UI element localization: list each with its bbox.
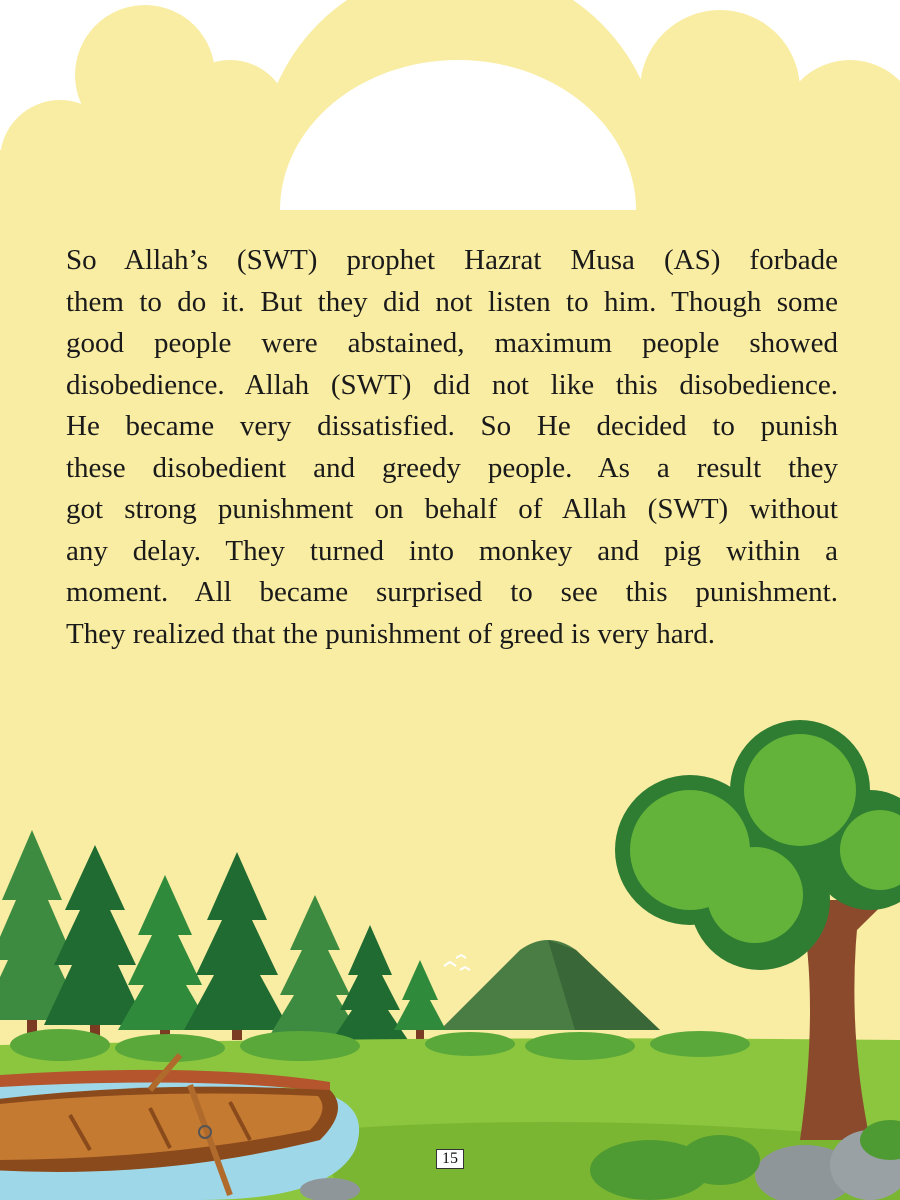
story-line: He became very dissatisfied. So He decided to punish [66, 410, 838, 442]
story-line: good people were abstained, maximum people showed [66, 327, 838, 359]
story-line: got strong punishment on behalf of Allah (SWT) without [66, 493, 838, 525]
story-line: So Allah’s (SWT) prophet Hazrat Musa (AS) forbade [66, 244, 838, 276]
page-number: 15 [436, 1149, 464, 1169]
story-line: disobedience. Allah (SWT) did not like this disobedience. [66, 368, 838, 401]
story-line: them to do it. But they did not listen to him. Though some [66, 285, 838, 318]
story-line: They realized that the punishment of greed is very hard. [66, 617, 716, 650]
story-text [66, 240, 838, 655]
story-line: these disobedient and greedy people. As a result they [66, 451, 838, 484]
story-line: moment. All became surprised to see this punishment. [66, 576, 838, 608]
story-line: any delay. They turned into monkey and pig within a [66, 534, 838, 567]
